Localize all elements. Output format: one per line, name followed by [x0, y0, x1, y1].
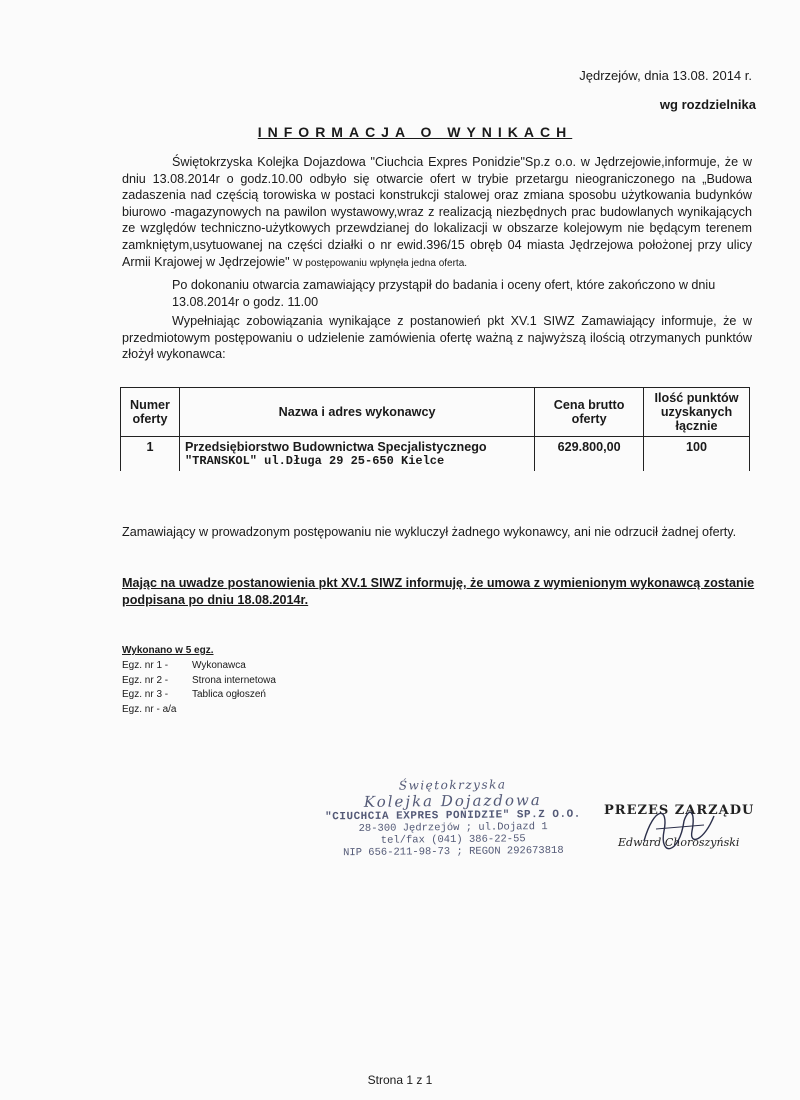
copy-key: Egz. nr 3 - [122, 689, 169, 701]
copy-key: Egz. nr 1 - [122, 659, 169, 671]
cell-number: 1 [121, 437, 180, 472]
stamp-line: NIP 656-211-98-73 ; REGON 292673818 [343, 844, 564, 860]
page-number: Strona 1 z 1 [367, 1073, 433, 1087]
table-header-row [121, 388, 750, 437]
document-title: INFORMACJA O WYNIKACH [257, 124, 573, 140]
contractor-name: Przedsiębiorstwo Budownictwa Specjalistycznego [184, 440, 487, 454]
handwritten-signature [634, 801, 724, 861]
copies-list [122, 644, 276, 718]
copy-value: Tablica ogłoszeń [192, 689, 266, 701]
intro-text: Świętokrzyska Kolejka Dojazdowa "Ciuchcia Expres Ponidzie"Sp.z o.o. w Jędrzejowie,informuje, że w dniu 13.08.2014r o godz.10.00 odbyło się otwarcie ofert w trybie przetargu nieograniczonego na „Budowa zadaszenia nad częścią torowiska w postaci konstrukcji stalowej oraz zmiana sposobu użytkowania budynków biurowo -magazynowych na pawilon wystawowy,wraz z realizacją niezbędnych prac budowlanych wynikających ze względów techniczno-użytkowych przewdzianej do lokalizacji w obszarze kolejowym nie będącym terenem zamkniętym,usytuowanej na części działki o nr ewid.396/15 obręb 04 miasta Jędrzejowa położonej przy ulicy Armii Krajowej w Jędrzejowie" [122, 155, 752, 269]
copy-value: Strona internetowa [192, 674, 276, 686]
copy-item [122, 674, 276, 689]
stamp-line: "CIUCHCIA EXPRES PONIDZIE" SP.Z O.O. [325, 808, 581, 824]
contract-decision: Mając na uwadze postanowienia pkt XV.1 SIWZ informuję, że umowa z wymienionym wykonawcą zostanie podpisana po dniu 18.08.2014r. [122, 576, 755, 607]
cell-points: 100 [644, 437, 750, 472]
copy-item [122, 688, 276, 703]
table-row [121, 437, 750, 472]
distribution-note: wg rozdzielnika [659, 97, 756, 112]
intro-paragraph [122, 154, 752, 272]
col-header-points: Ilość punktów uzyskanych łącznie [644, 388, 750, 437]
stamp-line: Kolejka Dojazdowa [363, 791, 542, 811]
intro-small-note: W postępowaniu wpłynęła jedna oferta. [293, 257, 468, 269]
stamp-line: tel/fax (041) 386-22-55 [380, 833, 526, 847]
cell-price: 629.800,00 [535, 437, 644, 472]
copy-value: Wykonawca [192, 659, 246, 671]
signature-role: PREZES ZARZĄDU [604, 803, 755, 818]
signature-block [604, 803, 774, 849]
contractor-address: "TRANSKOL" ul.Długa 29 25-650 Kielce [184, 454, 445, 468]
results-table [120, 387, 750, 471]
copy-key: Egz. nr 2 - [122, 674, 169, 686]
col-header-number: Numer oferty [121, 388, 180, 437]
col-header-price: Cena brutto oferty [535, 388, 644, 437]
copy-item [122, 703, 276, 718]
exclusion-note: Zamawiający w prowadzonym postępowaniu nie wykluczył żadnego wykonawcy, ani nie odrzucił żadnej oferty. [122, 525, 737, 539]
col-header-name: Nazwa i adres wykonawcy [179, 388, 534, 437]
result-text: Wypełniając zobowiązania wynikające z postanowień pkt XV.1 SIWZ Zamawiający informuje, że w przedmiotowym postępowaniu o udzielenie zamówienia ofertę ważną z najwyższą ilością otrzymanych punktów złożył wykonawca: [122, 314, 752, 362]
result-paragraph [122, 313, 752, 363]
copy-key: Egz. nr - a/a [122, 704, 177, 716]
copy-item [122, 659, 276, 674]
cell-name [179, 437, 534, 472]
copies-heading: Wykonano w 5 egz. [122, 645, 214, 656]
stamp-line: Świętokrzyska [398, 777, 507, 793]
stamp-line: 28-300 Jędrzejów ; ul.Dojazd 1 [358, 821, 548, 835]
opening-paragraph: Po dokonaniu otwarcia zamawiający przystąpił do badania i oceny ofert, które zakończono w dniu 13.08.2014r o godz. 11.00 [172, 278, 716, 309]
signature-name: Edward Choroszyński [618, 836, 740, 849]
place-date: Jędrzejów, dnia 13.08. 2014 r. [579, 68, 752, 83]
company-stamp [318, 777, 589, 860]
